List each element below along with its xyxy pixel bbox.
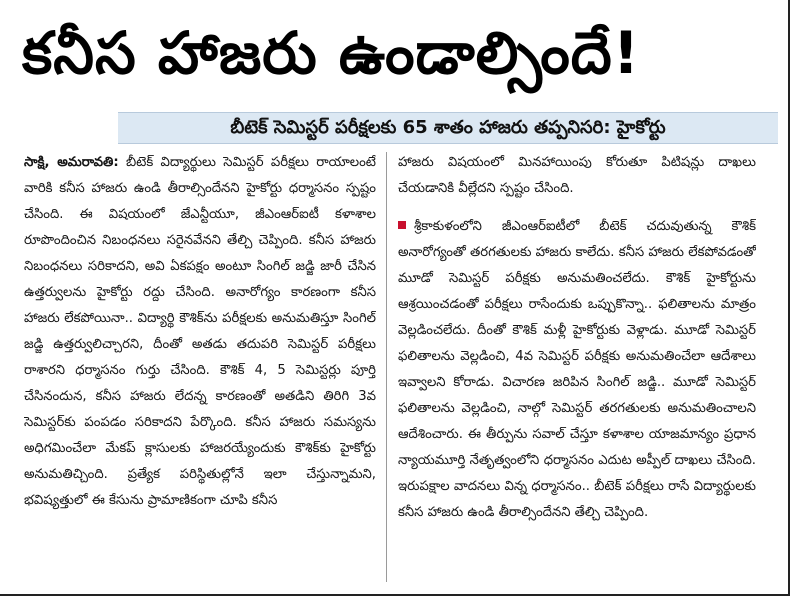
article-paragraph xyxy=(24,150,376,514)
article-paragraph-continued: హాజరు విషయంలో మినహాయింపు కోరుతూ పిటిషన్లు దాఖలు చేయడానికి వీల్లేదని స్పష్టం చేసింది. xyxy=(398,155,756,196)
column-divider xyxy=(386,152,387,582)
red-square-bullet-icon xyxy=(398,221,406,229)
article-column-left xyxy=(24,150,376,586)
right-column-body: శ్రీకాకుళంలోని జీఎంఆర్ఐటీలో బీటెక్ చదువుతున్న కౌశిక్ అనారోగ్యంతో తరగతులకు హాజరు కాలేదు. కనీస హాజరు లేకపోవడంతో మూడో సెమిస్టర్ పరీక్షకు అనుమతించలేదు. కౌశిక్ హైకోర్టును ఆశ్రయించడంతో పరీక్షలు రాసేందుకు ఒప్పుకొన్నా.. ఫలితాలను మాత్రం వెల్లడించలేదు. దీంతో కౌశిక్ మళ్లీ హైకోర్టుకు వెళ్లాడు. మూడో సెమిస్టర్ ఫలితాలను వెల్లడించి, 4వ సెమిస్టర్ పరీక్షకు అనుమతించేలా ఆదేశాలు ఇవ్వాలని కోరాడు. విచారణ జరిపిన సింగిల్ జడ్జి.. మూడో సెమిస్టర్ ఫలితాలను వెల్లడించి, నాల్గో సెమిస్టర్ తరగతులకు అనుమతించాలని ఆదేశించారు. ఈ తీర్పును సవాల్ చేస్తూ కళాశాల యాజమాన్యం ప్రధాన న్యాయమూర్తి నేతృత్వంలోని ధర్మాసనం ఎదుట అప్పీల్ దాఖలు చేసింది. ఇరుపక్షాల వాదనలు విన్న ధర్మాసనం.. బీటెక్ పరీక్షలు రాసే విద్యార్థులకు కనీస హాజరు ఉండి తీరాల్సిందేనని తేల్చి చెప్పింది. xyxy=(398,219,756,520)
left-column-body: బీటెక్ విద్యార్థులు సెమిస్టర్ పరీక్షలు రాయాలంటే వారికి కనీస హాజరు ఉండి తీరాల్సిందేనని హైకోర్టు ధర్మాసనం స్పష్టం చేసింది. ఈ విషయంలో జేఎన్టీయూ, జీఎంఆర్ఐటీ కళాశాల రూపొందించిన నిబంధనలు సరైనవేనని తేల్చి చెప్పింది. కనీస హాజరు నిబంధనలు సరికాదని, అవి ఏకపక్షం అంటూ సింగిల్ జడ్జి జారీ చేసిన ఉత్తర్వులను హైకోర్టు రద్దు చేసింది. అనారోగ్యం కారణంగా కనీస హాజరు లేకపోయినా.. విద్యార్థి కౌశిక్‌ను పరీక్షలకు అనుమతిస్తూ సింగిల్ జడ్జి ఉత్తర్వులిచ్చారని, దీంతో అతడు తదుపరి సెమిస్టర్ పరీక్షలు రాశారని ధర్మాసనం గుర్తు చేసింది. కౌశిక్ 4, 5 సెమిస్టర్లు పూర్తి చేసినందున, కనీస హాజరు లేదన్న కారణంతో అతడిని తిరిగి 3వ సెమిస్టర్‌కు పంపడం సరికాదని పేర్కొంది. కనీస హాజరు సమస్యను అధిగమించేలా మేకప్ క్లాసులకు హాజరయ్యేందుకు కౌశిక్‌కు హైకోర్టు అనుమతిచ్చింది. ప్రత్యేక పరిస్థితుల్లోనే ఇలా చేస్తున్నామని, భవిష్యత్తులో ఈ కేసును ప్రామాణికంగా చూపి కనీస xyxy=(24,155,376,508)
article-column-right xyxy=(398,150,756,586)
dateline: సాక్షి, అమరావతి: xyxy=(24,155,119,170)
subheadline: బీటెక్ సెమిస్టర్ పరీక్షలకు 65 శాతం హాజరు తప్పనిసరి: హైకోర్టు xyxy=(118,112,778,144)
headline: కనీస హాజరు ఉండాల్సిందే! xyxy=(22,19,641,87)
article-paragraph-background xyxy=(398,214,756,526)
